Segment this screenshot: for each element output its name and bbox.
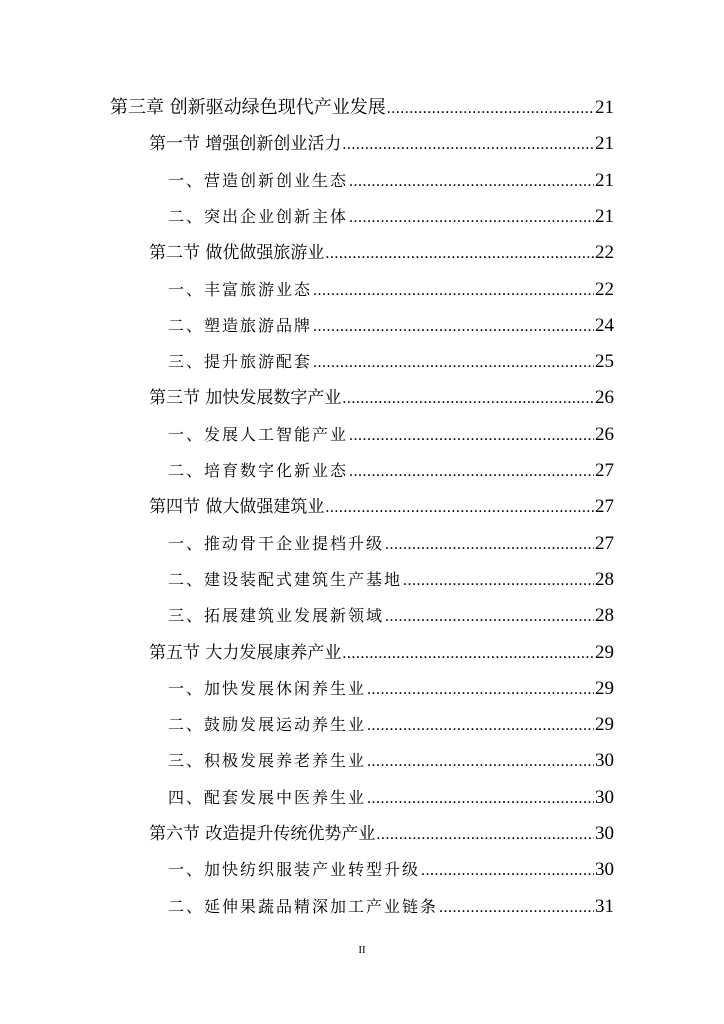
toc-entry-page: 29 [595,678,614,699]
toc-entry-chapter[interactable] [110,93,614,123]
toc-dot-leader [385,602,594,632]
toc-entry-title: 第三节 加快发展数字产业 [149,388,342,408]
toc-entry-section[interactable] [149,383,614,413]
toc-entry-page: 27 [595,496,614,517]
toc-dot-leader [367,675,594,705]
toc-entry-title: 三、拓展建筑业发展新领域 [168,606,385,625]
toc-entry-page: 26 [595,424,614,445]
toc-dot-leader [313,348,594,378]
toc-entry-section[interactable] [149,492,614,522]
toc-entry-sub[interactable] [168,674,614,704]
toc-entry-sub[interactable] [168,311,614,341]
toc-dot-leader [376,820,594,850]
toc-entry-sub[interactable] [168,347,614,377]
toc-dot-leader [349,203,594,233]
toc-entry-sub[interactable] [168,710,614,740]
toc-entry-title: 第四节 做大做强建筑业 [149,497,325,517]
toc-entry-title: 一、发展人工智能产业 [168,425,349,444]
toc-entry-title: 第二节 做优做强旅游业 [149,243,325,263]
toc-entry-title: 一、加快纺织服装产业转型升级 [168,860,421,879]
toc-entry-sub[interactable] [168,202,614,232]
toc-entry-sub[interactable] [168,746,614,776]
toc-entry-title: 第三章 创新驱动绿色现代产业发展 [110,97,386,118]
toc-entry-page: 21 [595,97,614,118]
toc-entry-title: 二、延伸果蔬品精深加工产业链条 [168,897,439,916]
toc-entry-section[interactable] [149,129,614,159]
toc-dot-leader [367,784,594,814]
toc-entry-title: 三、提升旅游配套 [168,352,313,371]
toc-entry-page: 28 [595,569,614,590]
toc-entry-sub[interactable] [168,565,614,595]
toc-entry-page: 26 [595,387,614,408]
toc-dot-leader [367,747,594,777]
toc-entry-title: 二、突出企业创新主体 [168,207,349,226]
toc-entry-title: 二、鼓励发展运动养生业 [168,715,367,734]
toc-entry-title: 第五节 大力发展康养产业 [149,643,342,663]
toc-entry-page: 31 [595,896,614,917]
toc-entry-title: 三、积极发展养老养生业 [168,751,367,770]
toc-entry-page: 27 [595,460,614,481]
toc-entry-page: 21 [595,170,614,191]
toc-entry-page: 30 [595,823,614,844]
toc-entry-page: 27 [595,533,614,554]
toc-entry-sub[interactable] [168,892,614,922]
toc-dot-leader [349,457,594,487]
toc-entry-sub[interactable] [168,529,614,559]
toc-entry-sub[interactable] [168,601,614,631]
toc-entry-sub[interactable] [168,783,614,813]
toc-dot-leader [313,276,594,306]
toc-entry-page: 21 [595,206,614,227]
toc-entry-page: 30 [595,750,614,771]
toc-dot-leader [349,421,594,451]
toc-entry-title: 二、建设装配式建筑生产基地 [168,570,403,589]
toc-entry-page: 24 [595,315,614,336]
toc-dot-leader [439,893,594,923]
toc-entry-section[interactable] [149,638,614,668]
toc-entry-title: 二、培育数字化新业态 [168,461,349,480]
toc-entry-sub[interactable] [168,275,614,305]
toc-entry-title: 一、营造创新创业生态 [168,171,349,190]
toc-entry-page: 28 [595,605,614,626]
toc-entry-title: 二、塑造旅游品牌 [168,316,313,335]
toc-dot-leader [367,711,594,741]
toc-dot-leader [313,312,594,342]
toc-entry-title: 一、丰富旅游业态 [168,280,313,299]
toc-entry-title: 四、配套发展中医养生业 [168,788,367,807]
toc-dot-leader [342,130,594,160]
toc-entry-title: 一、推动骨干企业提档升级 [168,534,385,553]
toc-entry-sub[interactable] [168,456,614,486]
toc-entry-page: 30 [595,787,614,808]
toc-entry-page: 30 [595,859,614,880]
toc-entry-page: 29 [595,714,614,735]
toc-entry-sub[interactable] [168,420,614,450]
toc-dot-leader [342,639,594,669]
toc-dot-leader [403,566,594,596]
toc-entry-page: 29 [595,642,614,663]
toc-dot-leader [387,94,594,124]
toc-dot-leader [349,167,594,197]
toc-entry-title: 一、加快发展休闲养生业 [168,679,367,698]
toc-entry-title: 第一节 增强创新创业活力 [149,134,342,154]
toc-entry-sub[interactable] [168,855,614,885]
toc-dot-leader [325,239,594,269]
toc-entry-page: 21 [595,133,614,154]
toc-entry-title: 第六节 改造提升传统优势产业 [149,824,376,844]
toc-dot-leader [421,856,594,886]
toc-dot-leader [342,384,594,414]
toc-entry-page: 22 [595,279,614,300]
toc-dot-leader [385,530,594,560]
toc-dot-leader [325,493,594,523]
page-number-footer: II [358,944,366,956]
toc-entry-section[interactable] [149,819,614,849]
toc-entry-page: 22 [595,242,614,263]
toc-entry-section[interactable] [149,238,614,268]
toc-entry-sub[interactable] [168,166,614,196]
toc-entry-page: 25 [595,351,614,372]
